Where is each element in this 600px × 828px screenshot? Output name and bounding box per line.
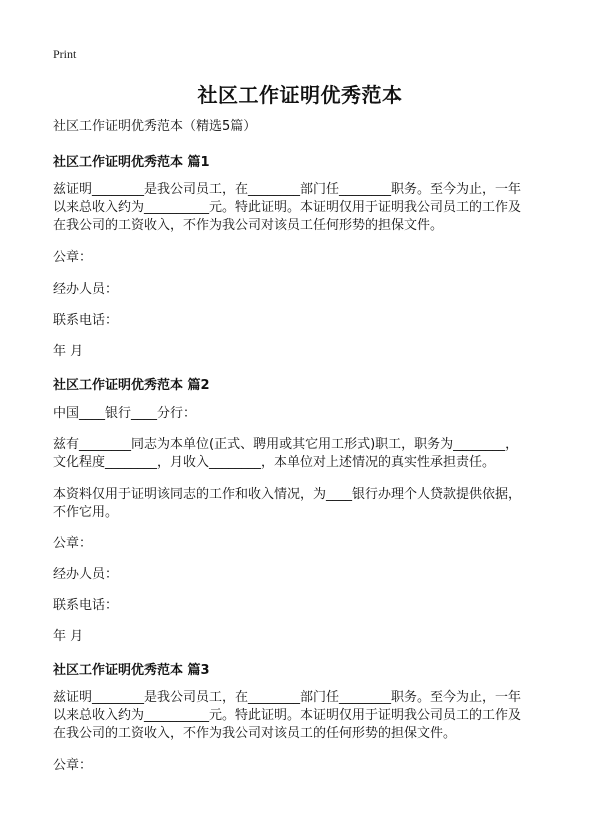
print-label[interactable]: Print [53, 47, 77, 61]
section-3-seal: 公章： [53, 758, 93, 773]
document-subtitle: 社区工作证明优秀范本（精选5篇） [53, 119, 257, 134]
section-2-handler: 经办人员： [53, 567, 119, 582]
section-2-bank-line: 中国____银行____分行： [53, 406, 197, 421]
paragraph-line: 在我公司的工资收入，不作为我公司对该员工的任何形势的担保文件。 [53, 726, 457, 741]
section-1-paragraph [53, 181, 553, 235]
paragraph-line: 文化程度________，月收入________，本单位对上述情况的真实性承担责任。 [53, 455, 496, 470]
paragraph-line: 兹有________同志为本单位(正式、聘用或其它用工形式)职工，职务为________， [53, 437, 519, 452]
paragraph-line: 以来总收入约为__________元。特此证明。本证明仅用于证明我公司员工的工作及 [53, 708, 522, 723]
section-heading-2: 社区工作证明优秀范本 篇2 [53, 378, 210, 393]
paragraph-line: 兹证明________是我公司员工，在________部门任________职务。至今为止，一年 [53, 182, 522, 197]
section-2-paragraph [53, 436, 553, 472]
section-heading-1: 社区工作证明优秀范本 篇1 [53, 155, 210, 170]
section-2-seal: 公章： [53, 536, 93, 551]
section-1-date: 年 月 [53, 344, 84, 359]
section-3-paragraph [53, 689, 553, 743]
section-2-paragraph-2 [53, 486, 553, 522]
section-heading-3: 社区工作证明优秀范本 篇3 [53, 663, 210, 678]
paragraph-line: 本资料仅用于证明该同志的工作和收入情况，为____银行办理个人贷款提供依据， [53, 487, 522, 502]
paragraph-line: 在我公司的工资收入，不作为我公司对该员工任何形势的担保文件。 [53, 218, 444, 233]
section-1-phone: 联系电话： [53, 313, 119, 328]
paragraph-line: 兹证明________是我公司员工，在________部门任________职务。至今为止，一年 [53, 690, 522, 705]
section-1-handler: 经办人员： [53, 282, 119, 297]
section-1-seal: 公章： [53, 250, 93, 265]
document-title: 社区工作证明优秀范本 [197, 83, 403, 107]
section-2-phone: 联系电话： [53, 598, 119, 613]
paragraph-line: 以来总收入约为__________元。特此证明。本证明仅用于证明我公司员工的工作及 [53, 200, 522, 215]
section-2-date: 年 月 [53, 629, 84, 644]
paragraph-line: 不作它用。 [53, 505, 119, 520]
